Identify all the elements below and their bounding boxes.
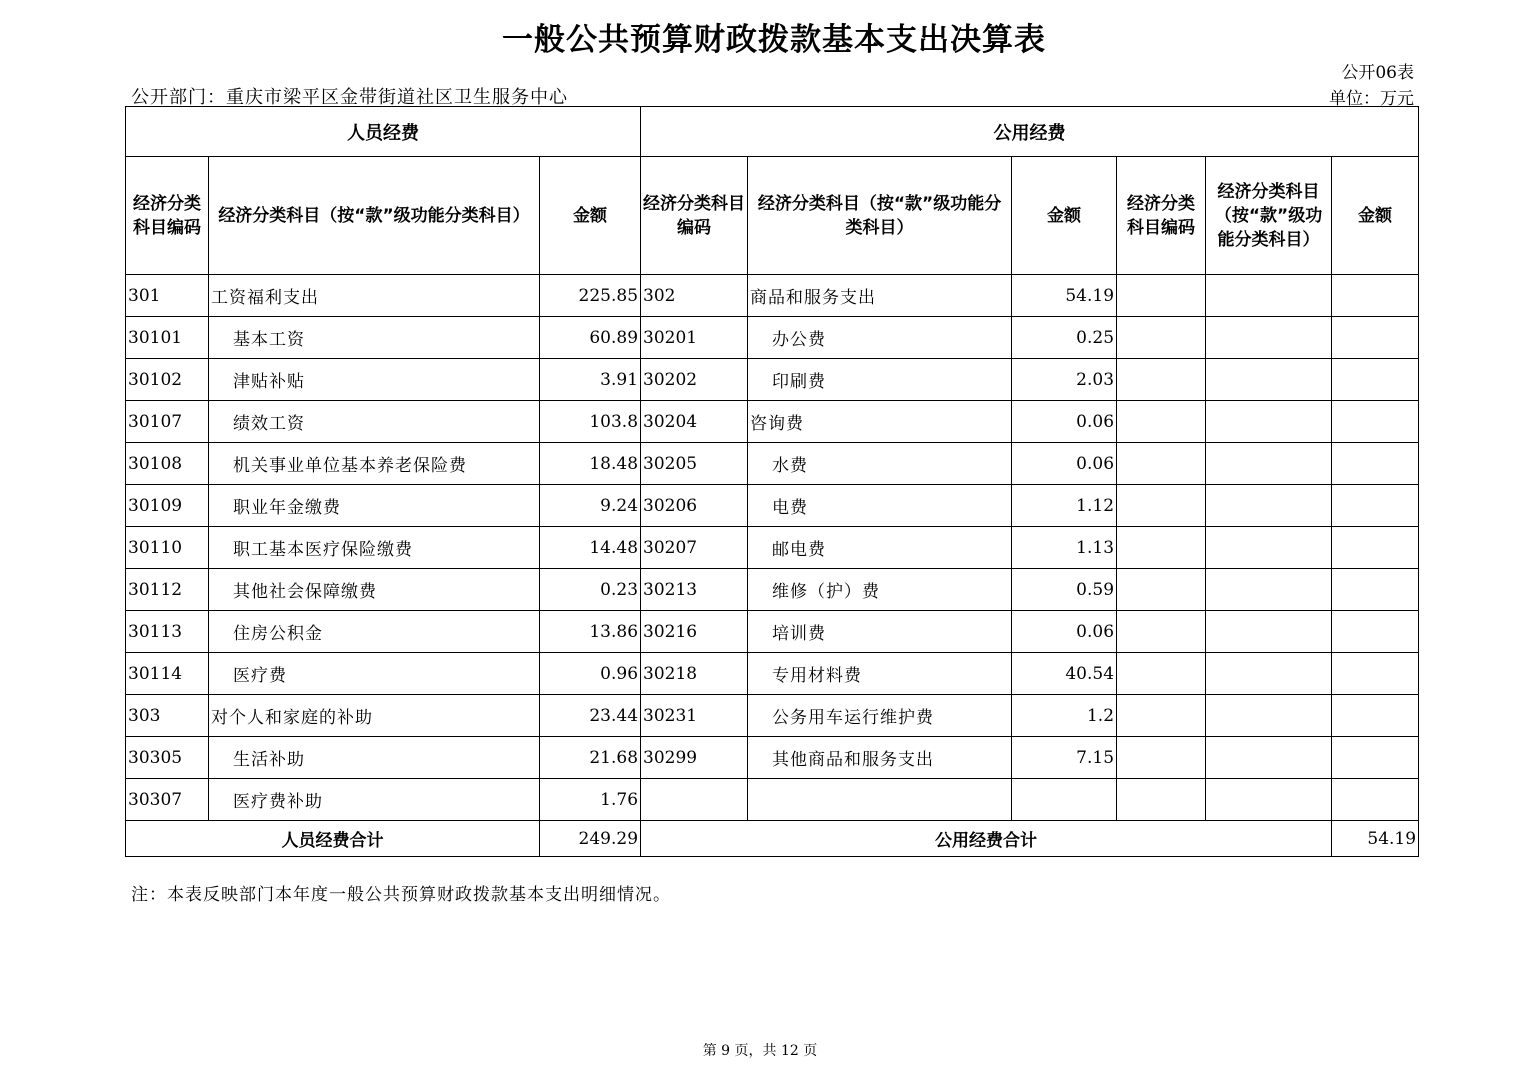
personnel-code-cell: 30110 <box>126 527 209 569</box>
public-code-cell-2 <box>1117 569 1206 611</box>
personnel-code-cell: 30109 <box>126 485 209 527</box>
public-code-cell: 30201 <box>641 317 748 359</box>
public-amount-cell-2 <box>1332 653 1419 695</box>
personnel-code-cell: 30307 <box>126 779 209 821</box>
public-code-cell-2 <box>1117 779 1206 821</box>
public-amount-cell: 0.06 <box>1012 443 1117 485</box>
personnel-amount-cell: 60.89 <box>540 317 641 359</box>
public-code-cell-2 <box>1117 653 1206 695</box>
page-title: 一般公共预算财政拨款基本支出决算表 <box>502 22 1046 58</box>
table-row <box>126 653 1419 695</box>
public-amount-cell-2 <box>1332 527 1419 569</box>
public-code-cell-2 <box>1117 695 1206 737</box>
personnel-code-cell: 30102 <box>126 359 209 401</box>
personnel-name-cell: 职工基本医疗保险缴费 <box>209 527 540 569</box>
header-personnel-amount: 金额 <box>540 157 641 275</box>
public-name-cell: 其他商品和服务支出 <box>748 737 1012 779</box>
public-amount-cell-2 <box>1332 779 1419 821</box>
personnel-name-cell: 住房公积金 <box>209 611 540 653</box>
public-name-cell-2 <box>1206 695 1332 737</box>
personnel-code-cell: 30108 <box>126 443 209 485</box>
public-name-cell-2 <box>1206 275 1332 317</box>
table-row <box>126 695 1419 737</box>
public-name-cell: 咨询费 <box>748 401 1012 443</box>
public-code-cell <box>641 779 748 821</box>
personnel-name-cell: 津贴补贴 <box>209 359 540 401</box>
public-code-cell: 30218 <box>641 653 748 695</box>
personnel-amount-cell: 18.48 <box>540 443 641 485</box>
public-amount-cell: 54.19 <box>1012 275 1117 317</box>
table-row <box>126 737 1419 779</box>
public-amount-cell-2 <box>1332 611 1419 653</box>
public-code-cell-2 <box>1117 737 1206 779</box>
personnel-code-cell: 301 <box>126 275 209 317</box>
personnel-name-cell: 其他社会保障缴费 <box>209 569 540 611</box>
public-code-cell-2 <box>1117 275 1206 317</box>
public-total-amount: 54.19 <box>1332 821 1419 857</box>
totals-row <box>126 821 1419 857</box>
header-personnel-name: 经济分类科目（按“款”级功能分类科目） <box>209 157 540 275</box>
table-row <box>126 485 1419 527</box>
public-amount-cell-2 <box>1332 569 1419 611</box>
personnel-amount-cell: 3.91 <box>540 359 641 401</box>
public-name-cell: 办公费 <box>748 317 1012 359</box>
public-code-cell-2 <box>1117 401 1206 443</box>
personnel-code-cell: 30113 <box>126 611 209 653</box>
table-row <box>126 275 1419 317</box>
expenditure-table <box>125 106 1419 857</box>
public-name-cell: 水费 <box>748 443 1012 485</box>
public-code-cell: 30213 <box>641 569 748 611</box>
public-amount-cell: 7.15 <box>1012 737 1117 779</box>
public-amount-cell-2 <box>1332 485 1419 527</box>
header-public-amount: 金额 <box>1012 157 1117 275</box>
public-name-cell-2 <box>1206 359 1332 401</box>
public-amount-cell: 1.13 <box>1012 527 1117 569</box>
public-name-cell-2 <box>1206 737 1332 779</box>
header-public-name: 经济分类科目（按“款”级功能分类科目） <box>748 157 1012 275</box>
public-amount-cell-2 <box>1332 737 1419 779</box>
personnel-amount-cell: 14.48 <box>540 527 641 569</box>
public-code-cell-2 <box>1117 317 1206 359</box>
personnel-name-cell: 工资福利支出 <box>209 275 540 317</box>
table-row <box>126 569 1419 611</box>
public-name-cell-2 <box>1206 779 1332 821</box>
public-name-cell: 公务用车运行维护费 <box>748 695 1012 737</box>
unit-label: 单位：万元 <box>1329 89 1414 109</box>
personnel-amount-cell: 0.23 <box>540 569 641 611</box>
personnel-code-cell: 30112 <box>126 569 209 611</box>
group-header-row <box>126 107 1419 157</box>
personnel-name-cell: 职业年金缴费 <box>209 485 540 527</box>
public-name-cell: 邮电费 <box>748 527 1012 569</box>
public-name-cell-2 <box>1206 611 1332 653</box>
table-row <box>126 443 1419 485</box>
public-code-cell: 30202 <box>641 359 748 401</box>
public-name-cell-2 <box>1206 485 1332 527</box>
personnel-name-cell: 医疗费 <box>209 653 540 695</box>
header-public-amount-2: 金额 <box>1332 157 1419 275</box>
column-header-row <box>126 157 1419 275</box>
table-row <box>126 779 1419 821</box>
header-public-code-2: 经济分类科目编码 <box>1117 157 1206 275</box>
group-public: 公用经费 <box>641 107 1419 157</box>
public-code-cell: 30205 <box>641 443 748 485</box>
table-row <box>126 317 1419 359</box>
personnel-name-cell: 机关事业单位基本养老保险费 <box>209 443 540 485</box>
public-amount-cell: 2.03 <box>1012 359 1117 401</box>
table-row <box>126 359 1419 401</box>
page-number: 第 9 页，共 12 页 <box>702 1043 818 1059</box>
table-row <box>126 401 1419 443</box>
personnel-name-cell: 基本工资 <box>209 317 540 359</box>
personnel-amount-cell: 0.96 <box>540 653 641 695</box>
public-name-cell-2 <box>1206 653 1332 695</box>
personnel-name-cell: 对个人和家庭的补助 <box>209 695 540 737</box>
public-amount-cell-2 <box>1332 401 1419 443</box>
public-amount-cell: 0.25 <box>1012 317 1117 359</box>
footnote: 注：本表反映部门本年度一般公共预算财政拨款基本支出明细情况。 <box>131 885 671 905</box>
public-amount-cell-2 <box>1332 317 1419 359</box>
personnel-amount-cell: 9.24 <box>540 485 641 527</box>
personnel-code-cell: 30114 <box>126 653 209 695</box>
public-name-cell: 电费 <box>748 485 1012 527</box>
public-name-cell-2 <box>1206 443 1332 485</box>
public-code-cell: 302 <box>641 275 748 317</box>
public-code-cell: 30206 <box>641 485 748 527</box>
personnel-name-cell: 生活补助 <box>209 737 540 779</box>
public-name-cell: 专用材料费 <box>748 653 1012 695</box>
public-amount-cell: 1.12 <box>1012 485 1117 527</box>
personnel-total-label: 人员经费合计 <box>126 821 540 857</box>
personnel-code-cell: 30101 <box>126 317 209 359</box>
public-name-cell-2 <box>1206 527 1332 569</box>
public-amount-cell-2 <box>1332 695 1419 737</box>
public-amount-cell-2 <box>1332 275 1419 317</box>
table-row <box>126 527 1419 569</box>
public-code-cell: 30231 <box>641 695 748 737</box>
public-code-cell-2 <box>1117 359 1206 401</box>
header-public-code: 经济分类科目编码 <box>641 157 748 275</box>
public-name-cell: 培训费 <box>748 611 1012 653</box>
public-name-cell-2 <box>1206 569 1332 611</box>
public-amount-cell-2 <box>1332 443 1419 485</box>
header-personnel-code: 经济分类科目编码 <box>126 157 209 275</box>
public-code-cell-2 <box>1117 611 1206 653</box>
personnel-code-cell: 30305 <box>126 737 209 779</box>
personnel-total-amount: 249.29 <box>540 821 641 857</box>
public-code-cell: 30207 <box>641 527 748 569</box>
group-personnel: 人员经费 <box>126 107 641 157</box>
personnel-code-cell: 30107 <box>126 401 209 443</box>
department-label: 公开部门：重庆市梁平区金带街道社区卫生服务中心 <box>131 87 568 108</box>
public-code-cell: 30216 <box>641 611 748 653</box>
personnel-code-cell: 303 <box>126 695 209 737</box>
public-name-cell: 商品和服务支出 <box>748 275 1012 317</box>
personnel-amount-cell: 225.85 <box>540 275 641 317</box>
public-code-cell-2 <box>1117 527 1206 569</box>
personnel-amount-cell: 21.68 <box>540 737 641 779</box>
public-name-cell: 印刷费 <box>748 359 1012 401</box>
personnel-name-cell: 医疗费补助 <box>209 779 540 821</box>
public-amount-cell: 40.54 <box>1012 653 1117 695</box>
public-name-cell-2 <box>1206 317 1332 359</box>
table-row <box>126 611 1419 653</box>
public-total-label: 公用经费合计 <box>641 821 1332 857</box>
public-code-cell-2 <box>1117 485 1206 527</box>
public-name-cell <box>748 779 1012 821</box>
public-amount-cell: 1.2 <box>1012 695 1117 737</box>
public-code-cell-2 <box>1117 443 1206 485</box>
public-amount-cell: 0.06 <box>1012 401 1117 443</box>
personnel-amount-cell: 1.76 <box>540 779 641 821</box>
personnel-amount-cell: 13.86 <box>540 611 641 653</box>
personnel-amount-cell: 103.8 <box>540 401 641 443</box>
personnel-amount-cell: 23.44 <box>540 695 641 737</box>
public-name-cell-2 <box>1206 401 1332 443</box>
public-amount-cell <box>1012 779 1117 821</box>
personnel-name-cell: 绩效工资 <box>209 401 540 443</box>
public-amount-cell: 0.06 <box>1012 611 1117 653</box>
public-amount-cell-2 <box>1332 359 1419 401</box>
form-number: 公开06表 <box>1341 63 1414 83</box>
public-code-cell: 30204 <box>641 401 748 443</box>
public-amount-cell: 0.59 <box>1012 569 1117 611</box>
public-code-cell: 30299 <box>641 737 748 779</box>
header-public-name-2: 经济分类科目（按“款”级功能分类科目） <box>1206 157 1332 275</box>
public-name-cell: 维修（护）费 <box>748 569 1012 611</box>
